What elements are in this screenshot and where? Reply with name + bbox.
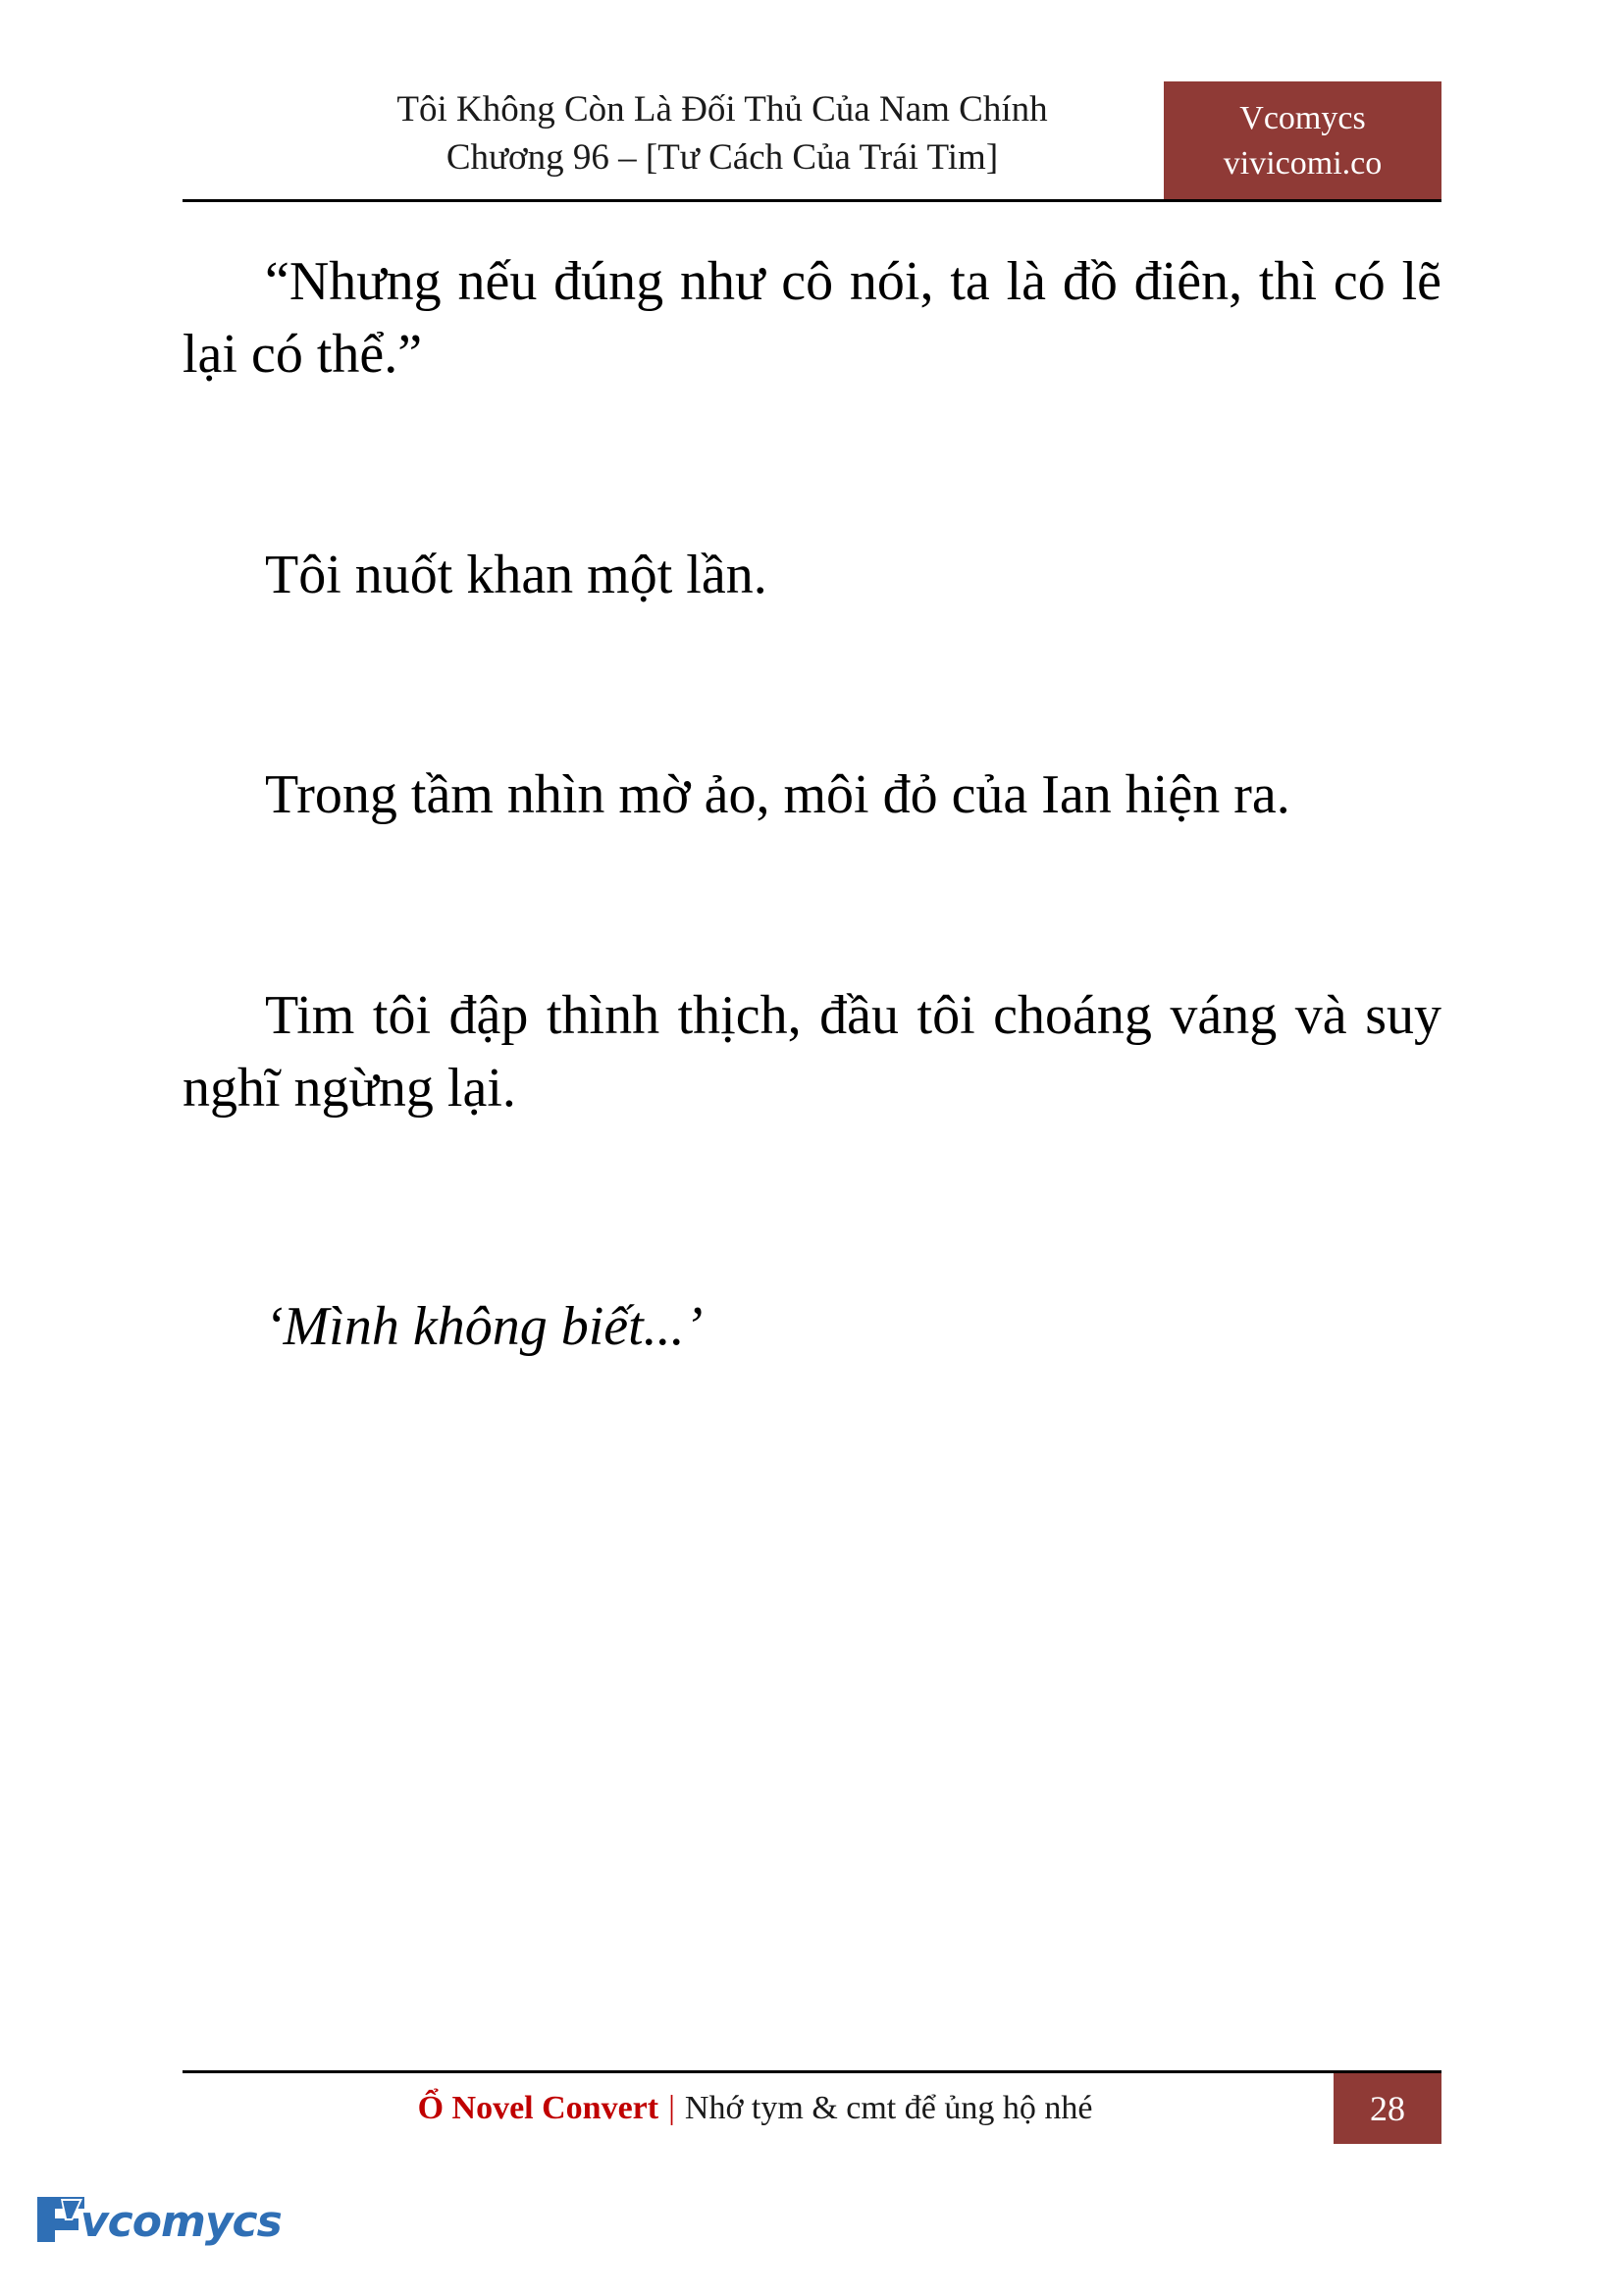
footer-separator: | <box>668 2090 675 2126</box>
header-title-line-2: Chương 96 – [Tư Cách Của Trái Tim] <box>445 136 999 178</box>
paragraph-5: ‘Mình không biết...’ <box>265 1295 704 1357</box>
header-title <box>183 86 1262 183</box>
paragraph-3: Trong tầm nhìn mờ ảo, môi đỏ của Ian hiện ra. <box>265 764 1290 826</box>
footer-note-text: Nhớ tym & cmt để ủng hộ nhé <box>684 2090 1093 2126</box>
footer-brand: Ổ Novel Convert <box>417 2090 659 2126</box>
page-content <box>183 245 1441 1457</box>
paragraph-2: Tôi nuốt khan một lần. <box>265 544 767 605</box>
page-number: 28 <box>1334 2073 1441 2144</box>
footer-row <box>183 2073 1441 2144</box>
footer-note <box>183 2073 1334 2144</box>
site-badge-name: Vcomycs <box>1239 100 1366 137</box>
site-badge-url: vivicomi.co <box>1223 145 1383 182</box>
paragraph-4: Tim tôi đập thình thịch, đầu tôi choáng váng và suy nghĩ ngừng lại. <box>183 984 1441 1120</box>
header-title-line-1: Tôi Không Còn Là Đối Thủ Của Nam Chính <box>396 89 1048 130</box>
vcomycs-logo-icon <box>35 2193 86 2246</box>
paragraph-1: “Nhưng nếu đúng như cô nói, ta là đồ điên, thì có lẽ lại có thể.” <box>183 251 1441 386</box>
site-badge <box>1164 81 1441 201</box>
vcomycs-watermark <box>35 2183 282 2271</box>
page-footer <box>183 2070 1441 2149</box>
watermark-text: vcomycs <box>80 2197 282 2247</box>
header-divider <box>183 199 1441 202</box>
page-header <box>183 86 1441 204</box>
